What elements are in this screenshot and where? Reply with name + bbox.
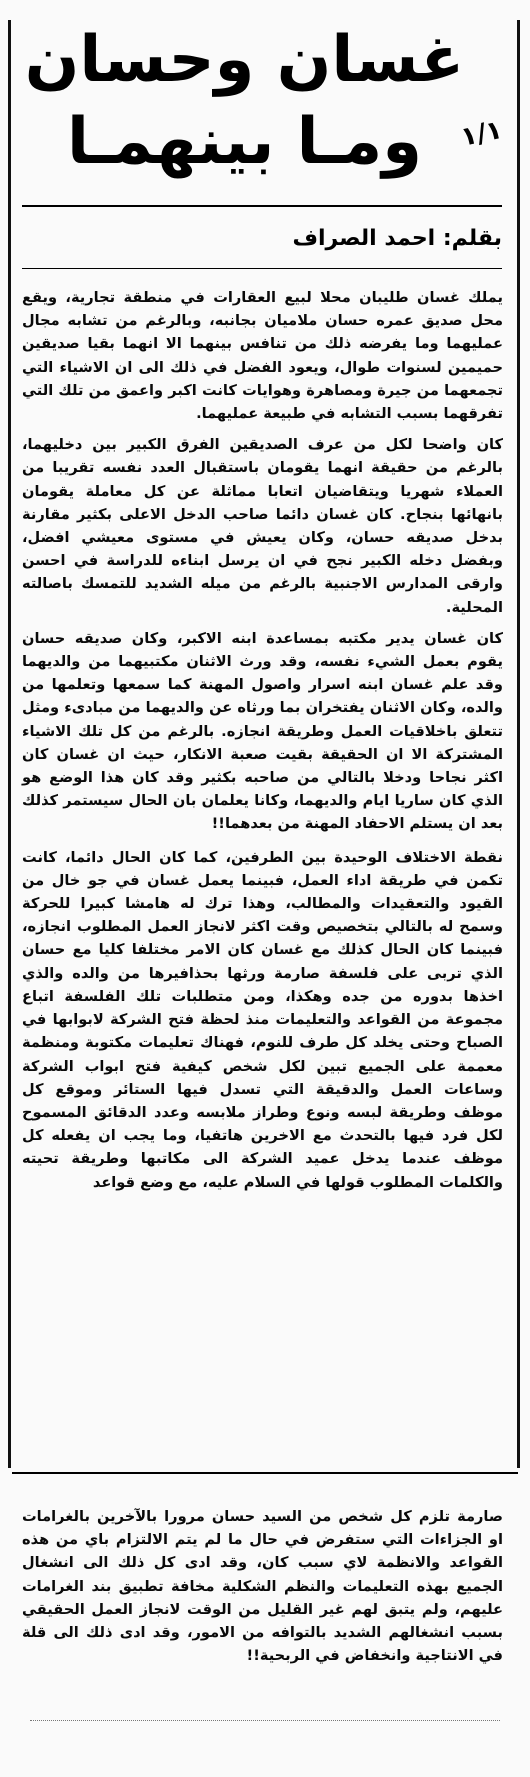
byline: بقلم: احمد الصراف	[292, 226, 502, 251]
handwritten-mark: ١/١	[458, 114, 505, 153]
headline-divider	[22, 205, 502, 207]
paragraph: كان غسان يدير مكتبه بمساعدة ابنه الاكبر، وكان صديقه حسان يقوم بعمل الشيء نفسه، وقد ورث الاثنان مكتبيهما من والديهما وقد علم غسان ابنه اسرار واصول المهنة كما سمعها وتعلمها من والده، وكان الاثنان يفتخران بما ورثاه عن والديهما من مبادىء ومثل تتعلق باخلاقيات العمل وطريقة انجازه. بالرغم من كل تلك الاشياء المشتركة الا ان الحقيقة بقيت صعبة الانكار، حيث ان غسان كان اكثر نجاحا ودخلا بالتالي من صاحبه بكثير وقد كان هذا الوضع هو الذي كان ساريا ايام والديهما، وكانا يعلمان بان الحال سيستمر كذلك بعد ان يستلم الاحفاد المهنة من بعدهما!!	[22, 629, 503, 833]
paragraph: كان واضحا لكل من عرف الصديقين الفرق الكبير بين دخليهما، بالرغم من حقيقة انهما يقومان باستقبال العدد نفسه تقريبا من العملاء شهريا ويتقاضيان اتعابا مماثلة عن كل معاملة يقومان بانهائها بنجاح. كان غسان دائما صاحب الدخل الاعلى بكثير مقارنة بدخل صديقه حسان، وكان يعيش في مستوى معيشي افضل، وبفضل دخله الكبير نجح في ان يرسل ابناءه للدراسة في احسن وارقى المدارس الاجنبية بالرغم من ميله الشديد للتمسك باصالته المحلية.	[22, 436, 503, 616]
continuation-divider	[12, 1472, 518, 1474]
article-body	[22, 286, 503, 1194]
paragraph: نقطة الاختلاف الوحيدة بين الطرفين، كما كان الحال دائما، كانت تكمن في طريقة اداء العمل، فبينما يعمل غسان في جو خال من القيود والتعقيدات والمطالب، وهذا ترك له هامشا كبيرا للحركة وسمح له بالتالي بتخصيص وقت اكثر لانجاز العمل المطلوب انجازه، فبينما كان الحال كذلك مع غسان كان الامر مختلفا كليا مع حسان الذي تربى على فلسفة صارمة ورثها بحذافيرها من والده والذي اخذها بدوره من جده وهكذا، ومن متطلبات تلك الفلسفة اتباع مجموعة من القواعد والتعليمات منذ لحظة فتح الشركة لابوابها في الصباح وحتى يخلد كل طرف للنوم، فهناك تعليمات مكتوبة ومنظمة معممة على الجميع تبين لكل شخص كيفية فتح ابواب الشركة وساعات العمل والدقيقة التي تسدل فيها الستائر وموقع كل موظف وطريقة لبسه ونوع وطراز ملابسه وعدد الدقائق المسموح لكل فرد فيها بالتحدث مع الاخرين هاتفيا، وما يجب ان يفعله كل موظف عندما يدخل عميد الشركة الى مكاتبها وطريقة تحيته والكلمات المطلوب قولها في السلام عليه، مع وضع قواعد	[22, 848, 503, 1191]
headline-line-2: ومـا بينهمـا	[67, 105, 422, 179]
article-continuation: صارمة تلزم كل شخص من السيد حسان مرورا بالآخرين بالغرامات او الجزاءات التي ستفرض في حال ما لم يتم الالتزام باي من هذه القواعد والانظمة لاي سبب كان، وقد ادى كل ذلك الى انشغال الجميع بهذه التعليمات والنظم الشكلية مخافة تطبيق بند الغرامات عليهم، ولم يتبق لهم غير القليل من الوقت لانجاز العمل الحقيقي بسبب انشغالهم الشديد بالتوافه من الامور، وقد ادى ذلك الى قلة في الانتاجية وانخفاض في الربحية!!	[22, 1508, 503, 1665]
paragraph: يملك غسان طليبان محلا لبيع العقارات في منطقة تجارية، ويقع محل صديق عمره حسان ملاميان بجانبه، وبالرغم من تشابه مجال عمليهما وما يفرضه ذلك من تنافس بينهما الا انهما بقيا صديقين حميمين لسنوات طوال، ويعود الفضل في ذلك الى ان الاشياء التي تجمعهما من جيرة ومصاهرة وهوايات كانت اكبر واعمق من تلك التي تفرقهما بسبب التشابه في طبيعة عمليهما.	[22, 289, 503, 423]
right-column-rule	[517, 20, 520, 1468]
headline-line-1: غسان وحسان	[24, 23, 465, 97]
left-column-rule	[8, 20, 11, 1468]
byline-divider	[22, 268, 502, 269]
bottom-dotted-line	[30, 1720, 500, 1722]
